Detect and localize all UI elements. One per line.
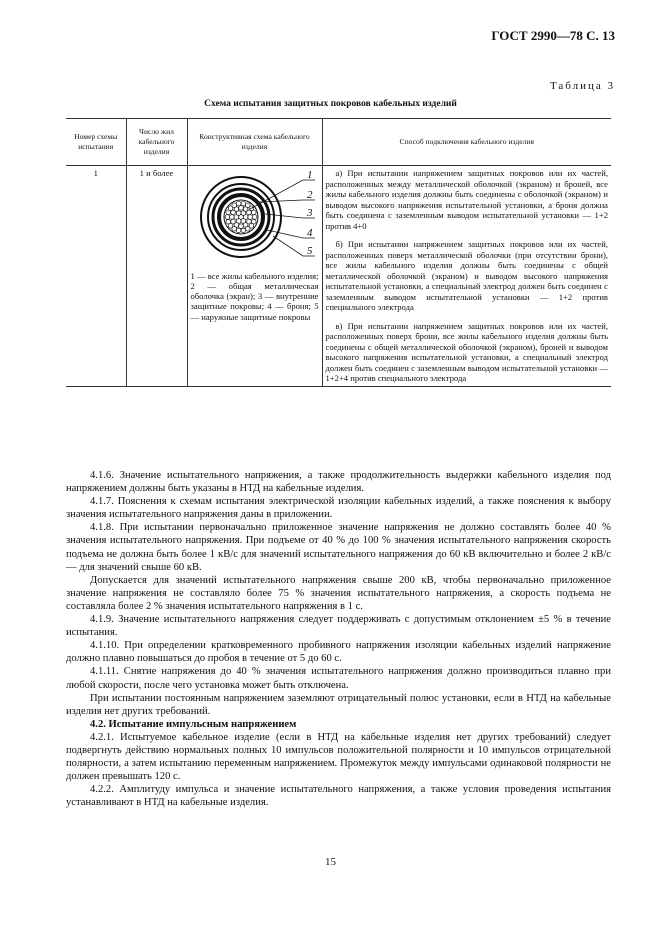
core-strand (252, 215, 257, 220)
paragraph-4-1-9: 4.1.9. Значение испытательного напряжения следует поддерживать с допустимым отклонением ±5 % в течение испытания. (66, 614, 611, 639)
method-c: в) При испытании напряжением защитных покровов или их частей, расположенных поверх брони, все жилы кабельного изделия должны быть соединены с общей металлической оболочкой (экраном), броней и выводом высокого напряжения испытательной установки, а специальный электрод должен быть соединен с заземленным выводом испытательной установки — 1+2+4 против специального электрода (325, 320, 608, 383)
table-title: Схема испытания защитных покровов кабельных изделий (204, 99, 457, 109)
body-text (66, 469, 611, 809)
diagram-label-2: 2 (306, 189, 312, 201)
core-strand (251, 210, 256, 215)
paragraph-4-2-1: 4.2.1. Испытуемое кабельное изделие (если в НТД на кабельные изделия нет других требований) следует подвергнуть действию нормальных полных 10 импульсов положительной полярности и 10 импульсов отрицательной полярности, а затем испытанию переменным напряжением. Промежуток между импульсами одинаковой полярности не должен превышать 120 с. (66, 731, 611, 783)
col-header-design-scheme: Конструктивная схема кабельного изделия (187, 119, 322, 166)
paragraph-4-1-6: 4.1.6. Значение испытательного напряжения, а также продолжительность выдержки кабельного изделия под напряжением должны быть указаны в НТД на кабельные изделия. (66, 470, 611, 495)
paragraph-4-1-10: 4.1.10. При определении кратковременного пробивного напряжения изоляции кабельных изделий напряжение должно плавно повышаться до пробоя в течение от 5 до 60 с. (66, 640, 611, 665)
method-b: б) При испытании напряжением защитных покровов или их частей, расположенных поверх металлической оболочки (при отсутствии брони), все жилы кабельного изделия должны быть соединены с общей металлической оболочкой (экраном) и выводом высокого напряжения испытательной установки, а специальный электрод должен быть соединен с заземленным выводом испытательной установки — 1+2 против специального электрода (325, 239, 608, 312)
col-header-connection-method: Способ подключения кабельного изделия (322, 119, 611, 166)
core-strand (225, 219, 230, 224)
paragraph-4-1-11: 4.1.11. Снятие напряжения до 40 % значения испытательного напряжения должно производиться плавно при любой скорости, после чего установка может быть отключена. (66, 666, 611, 691)
section-heading-4-2: 4.2. Испытание импульсным напряжением (90, 718, 297, 730)
col-header-cores: Число жил кабельного изделия (126, 119, 187, 166)
core-strand (238, 224, 243, 229)
connection-method-cell (322, 166, 611, 387)
paragraph-4-1-8-note: Допускается для значений испытательного напряжения свыше 200 кВ, чтобы первоначально приложенное значение напряжения не составляло более 75 % значения испытательного напряжения, а скорость подъема не составляла более 2 % значения испытательного напряжения в 1 с. (66, 574, 611, 612)
table-label: Таблица 3 (549, 80, 615, 92)
cores-count: 1 и более (126, 166, 187, 387)
diagram-label-3: 3 (306, 207, 312, 219)
table-row (66, 166, 611, 387)
core-strand (245, 226, 250, 231)
core-strand (246, 210, 251, 215)
method-a: а) При испытании напряжением защитных покровов или их частей, расположенных между металлической оболочкой (экраном) и броней, все жилы кабельного изделия должны быть соединены с оболочкой (экраном) и выводом высокого напряжения испытательной установки, а броня должна быть соединена с заземленным выводом испытательной установки — 1+2 против 4+0 (325, 168, 608, 231)
core-strand (236, 228, 241, 233)
core-strand (230, 219, 235, 224)
core-strand (247, 215, 252, 220)
core-strand (238, 206, 243, 211)
core-strand (225, 215, 230, 220)
page-number: 15 (325, 856, 336, 868)
design-scheme-cell (187, 166, 322, 387)
diagram-label-5: 5 (306, 245, 312, 257)
core-strand (241, 201, 246, 206)
diagram-caption: 1 — все жилы кабельного изделия; 2 — общая металлическая оболочка (экран); 3 — внутренние защитные покровы; 4 — броня; 5 — наружные защитные покровы (190, 270, 319, 322)
diagram-label-4: 4 (306, 227, 312, 239)
core-strand (236, 201, 241, 206)
paragraph-4-1-11-note: При испытании постоянным напряжением заземляют отрицательный полюс установки, если в НТД на кабельные изделия нет других требований. (66, 692, 611, 717)
scheme-number: 1 (66, 166, 126, 387)
cable-cross-section-diagram (191, 168, 319, 264)
page-header: ГОСТ 2990—78 С. 13 (491, 28, 615, 43)
cable-cores (225, 201, 257, 232)
paragraph-4-1-7: 4.1.7. Пояснения к схемам испытания электрической изоляции кабельных изделий, а также пояснения к выбору значения испытательного напряжения даны в приложении. (66, 496, 611, 521)
test-scheme-table (66, 118, 611, 387)
core-strand (241, 228, 246, 233)
col-header-scheme-number: Номер схемы испытания (66, 119, 126, 166)
paragraph-4-1-8: 4.1.8. При испытании первоначально приложенное значение напряжения не должно составлять более 40 % значения испытательного напряжения. При подъеме от 40 % до 100 % значения испытательного напряжения скорость подъема не должна быть более 1 кВ/с для значений испытательного напряжения до 60 кВ включительно и более 2 кВ/с — для значений свыше 60 кВ. (66, 522, 611, 573)
paragraph-4-2-2: 4.2.2. Амплитуду импульса и значение испытательного напряжения, а также условия проведения испытания устанавливают в НТД на кабельные изделия. (66, 784, 611, 809)
core-strand (231, 203, 236, 208)
core-strand (229, 215, 234, 220)
diagram-label-1: 1 (306, 169, 312, 181)
